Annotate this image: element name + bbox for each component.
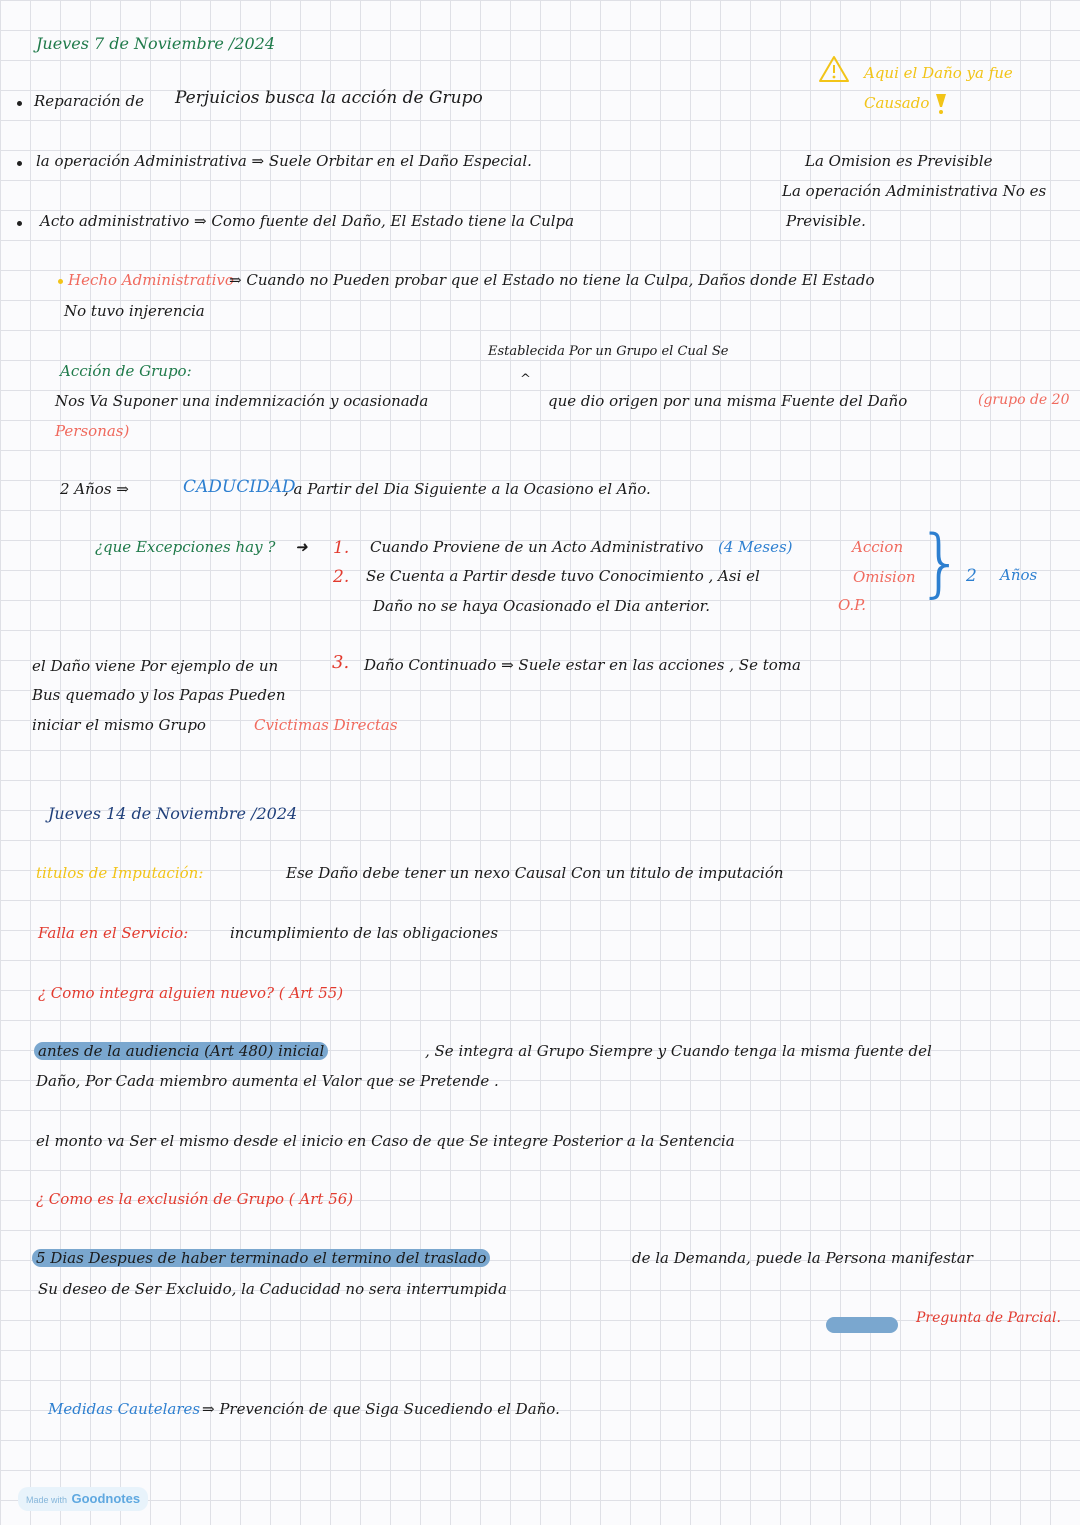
accion-label: Acción de Grupo: [60, 362, 192, 380]
brace-symbol: } [917, 520, 965, 606]
question-integra: ¿ Como integra alguien nuevo? ( Art 55) [38, 984, 344, 1002]
question-exclusion: ¿ Como es la exclusión de Grupo ( Art 56) [36, 1190, 354, 1208]
arrow-icon: ➜ [295, 538, 308, 556]
warning-text-1: Aqui el Daño ya fue [864, 64, 1013, 82]
bullet-3-text: Acto administrativo ⇒ Como fuente del Daño, El Estado tiene la Culpa [40, 212, 575, 230]
integra-highlight-text [34, 1042, 328, 1060]
exception-3-number: 3. [332, 652, 350, 673]
exception-1-text: Cuando Proviene de un Acto Administrativo [370, 538, 704, 556]
bullet-1-text: Perjuicios busca la acción de Grupo [175, 88, 483, 108]
caducidad-word: CADUCIDAD [183, 477, 296, 497]
exception-1-paren: (4 Meses) [718, 538, 793, 556]
accion-line-b: que dio origen por una misma Fuente del Daño [548, 392, 908, 410]
exception-2-number: 2. [333, 567, 350, 587]
example-line-1: el Daño viene Por ejemplo de un [32, 657, 279, 675]
caducidad-text: , a Partir del Dia Siguiente a la Ocasiono el Año. [284, 480, 651, 498]
side-note-2: La operación Administrativa No es [782, 182, 1047, 200]
goodnotes-badge[interactable] [18, 1487, 148, 1511]
side-op: O.P. [838, 596, 867, 614]
excepciones-question: ¿que Excepciones hay ? [95, 538, 276, 556]
example-line-3: iniciar el mismo Grupo [32, 716, 206, 734]
bullet-dot-yellow [58, 279, 63, 284]
legend-text: Pregunta de Parcial. [916, 1310, 1061, 1326]
highlight-marker: 5 Dias Despues de haber terminado el termino del traslado [32, 1249, 490, 1267]
medidas-text: ⇒ Prevención de que Siga Sucediendo el Daño. [202, 1400, 560, 1418]
side-accion: Accion [852, 538, 904, 556]
exception-3-text: Daño Continuado ⇒ Suele estar en las acciones , Se toma [364, 656, 801, 674]
falla-text: incumplimiento de las obligaciones [230, 924, 499, 942]
warning-text-2: Causado [864, 94, 930, 112]
badge-brand: Goodnotes [71, 1491, 141, 1506]
integra-text-line2: Daño, Por Cada miembro aumenta el Valor que se Pretende . [36, 1072, 499, 1090]
hecho-text-line2: No tuvo injerencia [64, 302, 205, 320]
bullet-dot [17, 161, 22, 166]
badge-made-with: Made with [26, 1495, 68, 1505]
date-heading-2: Jueves 14 de Noviembre /2024 [48, 804, 298, 823]
example-line-2: Bus quemado y los Papas Pueden [32, 686, 286, 704]
date-heading-1: Jueves 7 de Noviembre /2024 [36, 34, 276, 53]
highlight-legend-swatch [826, 1317, 898, 1333]
exclamation-icon [932, 92, 950, 116]
bullet-dot [17, 101, 22, 106]
dos-number: 2 [966, 566, 977, 586]
titulos-text: Ese Daño debe tener un nexo Causal Con un titulo de imputación [286, 864, 784, 882]
accion-note: Establecida Por un Grupo el Cual Se [488, 344, 729, 359]
monto-text: el monto va Ser el mismo desde el inicio en Caso de que Se integre Posterior a la Sentencia [36, 1132, 735, 1150]
exclusion-highlight-text [32, 1249, 490, 1267]
exception-1-number: 1. [333, 538, 350, 558]
exclusion-text: de la Demanda, puede la Persona manifestar [632, 1249, 973, 1267]
bullet-dot [17, 221, 22, 226]
dos-word: Años [1000, 566, 1038, 584]
exclusion-text-line2: Su deseo de Ser Excluido, la Caducidad no sera interrumpida [38, 1280, 507, 1298]
side-note-1: La Omision es Previsible [805, 152, 993, 170]
highlight-marker: antes de la audiencia (Art 480) inicial [34, 1042, 328, 1060]
falla-label: Falla en el Servicio: [38, 924, 189, 942]
hecho-label: Hecho Administrativo [68, 271, 234, 289]
hecho-text: ⇒ Cuando no Pueden probar que el Estado no tiene la Culpa, Daños donde El Estado [229, 271, 875, 289]
accion-caret: ^ [520, 372, 531, 387]
integra-text: , Se integra al Grupo Siempre y Cuando tenga la misma fuente del [425, 1042, 932, 1060]
bullet-2-text: la operación Administrativa ⇒ Suele Orbitar en el Daño Especial. [36, 152, 532, 170]
medidas-label: Medidas Cautelares [48, 1400, 201, 1418]
caducidad-prefix: 2 Años ⇒ [60, 480, 129, 498]
side-note-3: Previsible. [786, 212, 866, 230]
titulos-label: titulos de Imputación: [36, 864, 204, 882]
accion-group-size: (grupo de 20 [978, 392, 1070, 408]
bullet-1-prefix: Reparación de [34, 92, 144, 110]
example-victimas: Cvictimas Directas [254, 716, 398, 734]
accion-line-a: Nos Va Suponer una indemnización y ocasionada [55, 392, 429, 410]
accion-group-size-2: Personas) [55, 422, 130, 440]
side-omision: Omision [853, 568, 916, 586]
exception-2-text-line2: Daño no se haya Ocasionado el Dia anterior. [373, 597, 710, 615]
exception-2-text: Se Cuenta a Partir desde tuvo Conocimiento , Asi el [366, 567, 760, 585]
warning-triangle-icon [818, 54, 850, 84]
